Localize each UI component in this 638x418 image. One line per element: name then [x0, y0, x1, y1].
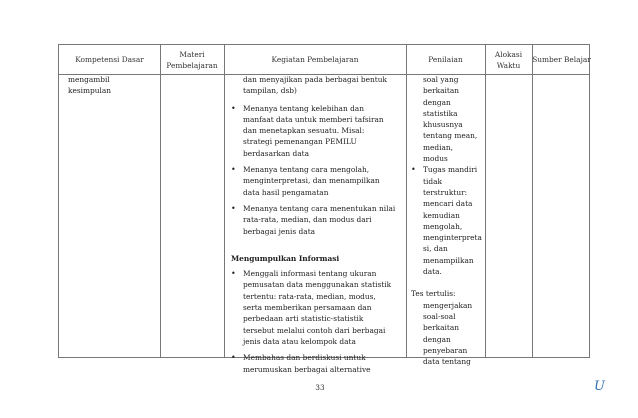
text-line: soal yang	[423, 75, 459, 84]
text-line: perbedaan arti statistic-statistik	[243, 314, 364, 324]
text-line: tertentu: rata-rata, median, modus,	[243, 291, 376, 301]
text-line: dan menetapkan sesuatu. Misal:	[243, 126, 365, 136]
text-line: median,	[423, 142, 453, 152]
text-line: data hasil pengamatan	[243, 187, 329, 197]
lesson-plan-table	[58, 44, 591, 374]
text-line: si, dan	[423, 244, 448, 254]
text-line: berbagai jenis data	[243, 226, 316, 236]
activity-bullet	[231, 268, 403, 347]
section-title: Mengumpulkan Informasi	[231, 253, 340, 263]
text-line: tampilan, dsb)	[243, 86, 297, 96]
header-sumber-belajar: Sumber Belajar	[532, 55, 591, 64]
text-line: merumuskan berbagai alternative	[243, 364, 371, 374]
text-line: penyebaran	[423, 345, 468, 355]
text-line: serta memberikan persamaan dan	[243, 303, 372, 313]
column-divider	[160, 45, 161, 357]
text-line: mengerjakan	[423, 300, 473, 310]
text-line: tersebut melalui contoh dari berbagai	[243, 325, 386, 335]
column-divider	[485, 45, 486, 357]
text-line: mengolah,	[423, 221, 463, 231]
continued-text	[411, 74, 484, 164]
text-line: jenis data atau kelompok data	[243, 336, 356, 346]
header-materi-pembelajaran: Materi Pembelajaran	[166, 49, 218, 70]
logo-icon: U	[594, 379, 605, 394]
text-line: manfaat data untuk memberi tafsiran	[243, 114, 384, 124]
text-line: kemudian	[423, 210, 460, 220]
penilaian-cell	[411, 74, 484, 367]
text-line: berdasarkan data	[243, 148, 310, 158]
text-line: soal-soal	[423, 311, 456, 321]
header-kegiatan-pembelajaran: Kegiatan Pembelajaran	[271, 55, 359, 64]
text-line: mengambil	[68, 75, 110, 84]
kegiatan-pembelajaran-cell	[231, 74, 403, 375]
text-line: tidak	[423, 176, 442, 186]
text-line: data tentang	[423, 357, 471, 367]
kompetensi-dasar-cell	[68, 74, 158, 97]
text-line: • Menanya tentang kelebihan dan	[243, 103, 364, 113]
tes-tertulis-text	[411, 300, 484, 368]
text-line: khususnya	[423, 120, 463, 130]
column-divider	[406, 45, 407, 357]
header-alokasi-waktu: Alokasi Waktu	[494, 49, 523, 70]
activity-bullet	[231, 164, 403, 198]
text-line: berkaitan	[423, 86, 460, 96]
text-line: menampilkan	[423, 255, 474, 265]
column-divider	[532, 45, 533, 357]
tes-tertulis-title: Tes tertulis:	[411, 289, 456, 299]
text-line: rata-rata, median, dan modus dari	[243, 215, 372, 225]
text-line: • Menanya tentang cara menentukan nilai	[243, 203, 396, 213]
assessment-bullet	[411, 164, 484, 277]
page-number: 33	[315, 383, 325, 392]
text-line: • Tugas mandiri	[423, 165, 478, 175]
text-line: berkaitan	[423, 323, 460, 333]
continued-text	[231, 74, 403, 97]
text-line: • Membahas dan berdiskusi untuk	[243, 353, 366, 363]
text-line: menginterpretasi, dan menampilkan	[243, 176, 380, 186]
text-line: mencari data	[423, 199, 473, 209]
text-line: strategi pemenangan PEMILU	[243, 137, 357, 147]
text-line: • Menggali informasi tentang ukuran	[243, 269, 377, 279]
text-line: kesimpulan	[68, 86, 112, 96]
text-line: pemusatan data menggunakan statistik	[243, 280, 392, 290]
text-line: dengan	[423, 334, 451, 344]
text-line: dengan	[423, 97, 451, 107]
header-kompetensi-dasar: Kompetensi Dasar	[75, 55, 144, 64]
text-line: dan menyajikan pada berbagai bentuk	[243, 75, 387, 84]
text-line: menginterpreta	[423, 233, 482, 243]
activity-bullet	[231, 352, 403, 375]
text-line: statistika	[423, 108, 458, 118]
text-line: data.	[423, 267, 442, 277]
column-divider	[224, 45, 225, 357]
header-penilaian: Penilaian	[428, 55, 463, 64]
activity-bullet	[231, 203, 403, 237]
text-line: • Menanya tentang cara mengolah,	[243, 165, 370, 175]
text-line: tentang mean,	[423, 131, 478, 141]
text-line: terstruktur:	[423, 187, 468, 197]
activity-bullet	[231, 103, 403, 159]
text-line: modus	[423, 154, 448, 164]
